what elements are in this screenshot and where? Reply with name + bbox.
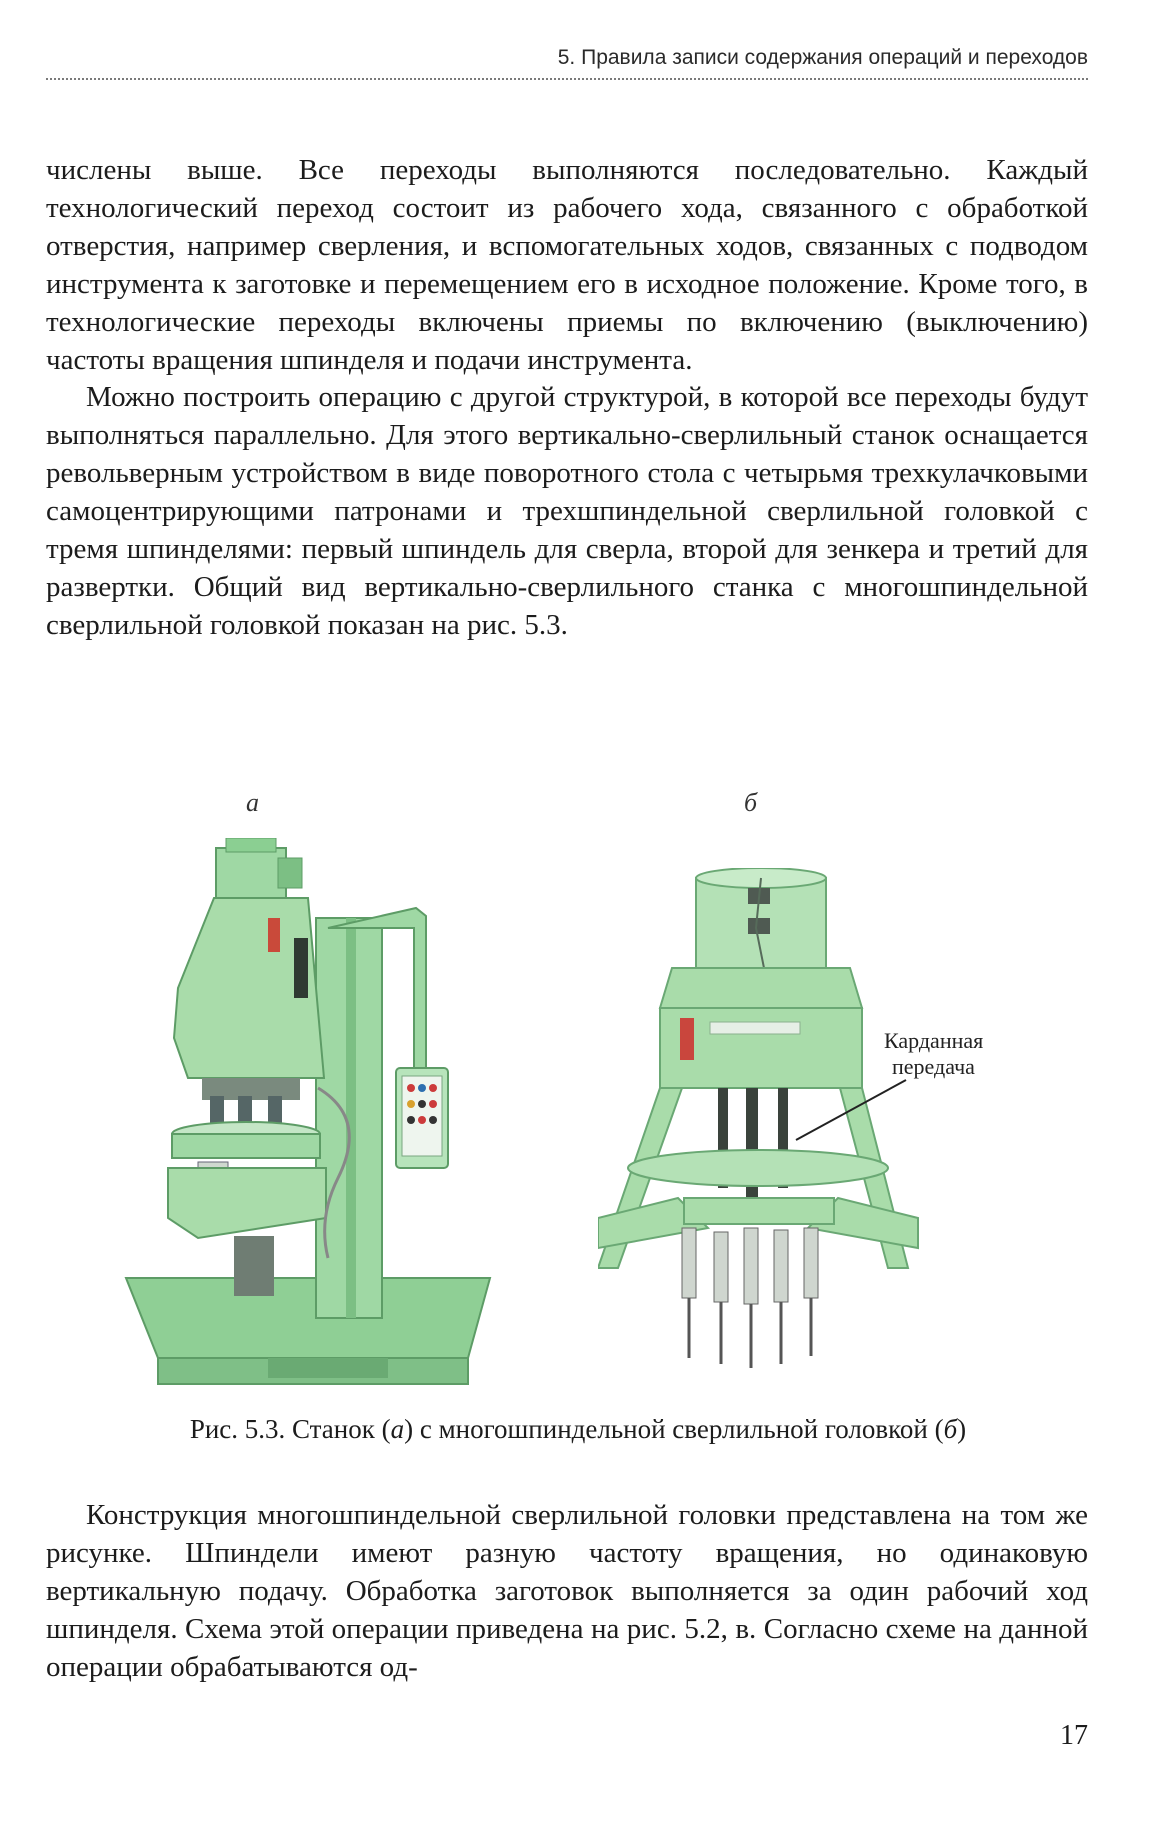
page-number: 17	[1060, 1720, 1088, 1751]
body-text-top	[46, 152, 1088, 645]
paragraph-1: числены выше. Все переходы выполняются последовательно. Каждый технологический переход состоит из рабочего хода, связанного с обработкой отверстия, например сверления, и вспомогательных ходов, связанных с подводом инструмента к заготовке и перемещением его в исходное положение. Кроме того, в технологические переходы включены приемы по включению (выключению) частоты вращения шпинделя и подачи инструмента.	[46, 154, 1088, 376]
callout-line-1: Карданная	[884, 1028, 984, 1053]
figure-caption: Рис. 5.3. Станок (а) с многошпиндельной сверлильной головкой (б)	[189, 1414, 967, 1444]
body-text-bottom	[46, 1497, 1088, 1687]
drilling-machine-image	[118, 838, 516, 1390]
paragraph-2: Можно построить операцию с другой структурой, в которой все переходы будут выполняться параллельно. Для этого вертикально-сверлильный станок оснащается револьверным устройством в виде поворотного стола с четырьмя трехкулачковыми самоцентрирующими патронами и трехшпиндельной сверлильной головкой с тремя шпинделями: первый шпиндель для сверла, второй для зенкера и третий для развертки. Общий вид вертикально-сверлильного станка с многошпиндельной сверлильной головкой показан на рис. 5.3.	[46, 381, 1088, 641]
running-head: 5. Правила записи содержания операций и переходов	[46, 46, 1088, 80]
callout-line-2: передача	[892, 1054, 975, 1079]
paragraph-3: Конструкция многошпиндельной сверлильной головки представлена на том же рисунке. Шпиндели имеют разную частоту вращения, но одинаковую вертикальную подачу. Обработка заготовок выполняется за один рабочий ход шпинделя. Схема этой операции приведена на рис. 5.2, в. Согласно схеме на данной операции обрабатываются од-	[46, 1499, 1088, 1683]
figure-label-b: б	[744, 788, 758, 817]
figure-label-a: а	[246, 788, 259, 817]
multi-spindle-head-image	[598, 868, 1020, 1390]
